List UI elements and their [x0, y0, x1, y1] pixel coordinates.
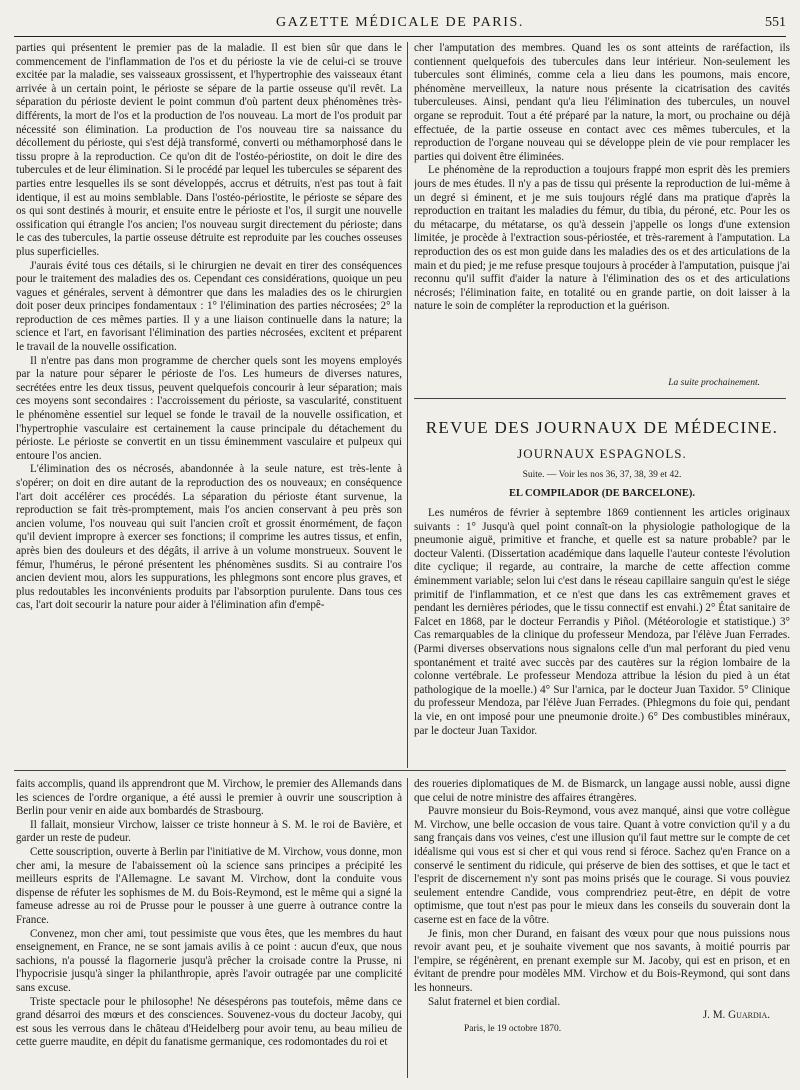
paragraph: Il n'entre pas dans mon programme de chercher quels sont les moyens employés par la nature pour séparer le périoste de l'os. Les humeurs de diverses natures, secrétées entre les deux tissus, peuvent quelquefois concourir à leur séparation; mais ces moyens sont secondaires : l'accroissement du périoste, sa vascularité, constituent le phénomène essentiel sur lequel se fonde le travail de la nouvelle ossification, et l'hypertrophie vasculaire est certainement la cause principale du détachement du périoste. Le périoste se convertit en un tissu éminemment vasculaire et pulpeux qui entoure l'os ancien.	[16, 354, 402, 462]
page-number: 551	[765, 15, 786, 30]
paragraph: Je finis, mon cher Durand, en faisant des vœux pour que nous puissions nous revoir avant peu, et je souhaite vivement que nos savants, à moitié pourris par l'empire, se régénèrent, en prenant exemple sur M. Jacoby, qui est en prison, et en évitant de prendre pour modèles MM. Virchow et du Bois-Reymond, qui sont dans les honneurs.	[414, 927, 790, 994]
paragraph: L'élimination des os nécrosés, abandonnée à la seule nature, est très-lente à s'opérer; on doit en dire autant de la reproduction des os nouveaux; en conséquence l'art doit accélérer ces procédés. La séparation du périoste étant survenue, la reproduction se fait très-promptement, mais l'os ancien conservant à peu près son ancien volume, l'os nouveau qui suit l'ancien croît et grossit énormément, de façon qu'il devient impropre à exercer ses fonctions; il comprime les autres tissus, et enfin, après bien des douleurs et des dégâts, il arrive à un volume monstrueux. Souvent le fémur, l'humérus, le péroné présentent les phénomènes susdits. Si au contraire l'os ancien devient mou, alors les suppurations, les phlegmons sont encore plus graves, et plus redoutables les inconvénients produits par l'absorption purulente. Dans tous ces cas, l'art doit secourir la nature pour aider à l'élimination afin d'empê-	[16, 463, 402, 612]
page-divider	[14, 770, 786, 771]
article-column-top-right	[414, 42, 790, 388]
paragraph: des roueries diplomatiques de M. de Bismarck, un langage aussi noble, aussi digne que celui de notre ministre des affaires étrangères.	[414, 778, 790, 804]
paragraph: Triste spectacle pour le philosophe! Ne désespérons pas toutefois, même dans ce grand désarroi des mœurs et des consciences. Souvenez-vous du docteur Jacoby, qui est sous les verrous dans le château d'Heidelberg pour avoir tenu, au beau milieu de cette guerre maudite, en dépit du fanatisme germanique, ces rodomontades du roi et	[16, 995, 402, 1049]
paragraph: Salut fraternel et bien cordial.	[428, 995, 561, 1008]
page-header	[14, 10, 786, 37]
article-column-top-left	[16, 42, 402, 754]
column-divider-bottom	[407, 778, 408, 1078]
article-column-bottom-left	[16, 778, 402, 1078]
section-title: REVUE DES JOURNAUX DE MÉDECINE.	[425, 418, 779, 437]
paragraph: cher l'amputation des membres. Quand les os sont atteints de raréfaction, ils contiennent quelquefois des tubercules dans leur intérieur. Non-seulement les tubercules sont éliminés, comme cela a lieu dans les poumons, mais encore, phénomène merveilleux, la nature nous présente la cicatrisation des cavités tuberculeuses. Ainsi, pendant qu'a lieu l'élimination des tubercules, un nouvel organe se reproduit. Tout a été préparé par la nature, la mort, ou prochaine ou déjà effectuée, de la partie osseuse en contact avec ces mêmes tubercules, et la reproduction de l'organe nouveau qui se développe plein de vie pour remplacer les parties qui doivent être éliminées.	[414, 42, 790, 163]
column-divider-top	[407, 42, 408, 768]
journal-heading: EL COMPILADOR (DE BARCELONE).	[508, 488, 696, 499]
paragraph: faits accomplis, quand ils apprendront que M. Virchow, le premier des Allemands dans les sciences de l'ordre organique, a été aussi le premier à ouvrir une souscription à Berlin pour venir en aide aux bombardés de Strasbourg.	[16, 778, 402, 818]
paragraph: parties qui présentent le premier pas de la maladie. Il est bien sûr que dans le commencement de l'inflammation de l'os et du périoste la vie de celui-ci se trouve excitée par la maladie, ses vaisseaux grossissent, et l'hypertrophie des vaisseaux étant arrivée à un certain point, le périoste se sépare de la partie osseuse qu'il revêt. La séparation du périoste devient le point commun d'où partent deux phénomènes très-différents, la mort de l'os et la production de l'os nouveau. La mort de l'os produit par nécessité son élimination. La production de l'os nouveau tire sa naissance du décollement du périoste, qui s'est déjà transformé, converti ou méthamorphosé dans le tissu propre à la reproduction. Ce qu'on dit de l'ostéo-périostite, on doit le dire des tubercules et de leur élimination. Si le procédé par lequel les tubercules se séparent des parties entre lesquelles ils se sont développés, accrus et détruits, n'est pas tout à fait identique, il est au moins semblable. Dans l'ostéo-périostite, le périoste se sépare des os qui sont destinés à mourir, et ensuite entre le périoste et l'os, il surgit une nouvelle ossification qui étrangle l'os ancien; l'os nouveau surgit directement du périoste; dans le cas des tubercules, la partie osseuse détruite est reproduite par les couches osseuses plus superficielles.	[16, 42, 402, 258]
signature: J. M. Guardia.	[702, 1009, 770, 1022]
paragraph: Il fallait, monsieur Virchow, laisser ce triste honneur à S. M. le roi de Bavière, et garder un reste de pudeur.	[16, 818, 402, 845]
revue-body	[414, 507, 790, 738]
paragraph: Le phénomène de la reproduction a toujours frappé mon esprit dès les premiers jours de mes études. Il n'y a pas de tissu qui présente la reproduction de lui-même à un degré si éminent, et je me suis toujours réglé dans ma pratique d'après la reproduction en traitant les maladies du fémur, du tibia, du péroné, etc. Pour les os du métacarpe, du métatarse, os qu'à dessein j'appelle os longs d'une extension limitée, je procède à l'extraction sous-périostée, et très-rarement à l'amputation. La reproduction des os est mon guide dans les maladies des os et des articulations de la main et du pied; je me refuse presque toujours à procéder à l'amputation, puisque j'ai reconnu qu'il suffit d'aider la nature à l'élimination des os et des articulations nécrosés; l'élimination faite, en totalité ou en grande partie, on doit laisser à la nature le soin de compléter la reproduction et la guérison.	[414, 164, 790, 313]
paragraph: Les numéros de février à septembre 1869 contiennent les articles originaux suivants : 1° Jusqu'à quel point connaît-on la physiologie pathologique de la pneumonie aiguë, primitive et franche, et quelle est sa nature probable? par le docteur Valenti. (Dissertation académique dans laquelle l'auteur conteste l'évolution dite cyclique; il regarde, au contraire, la marche de cette affection comme éminemment variable; selon lui c'est dans le réseau capillaire sanguin qu'est le siége primitif de l'inflammation, et ce n'est que dans les cas extrêmement graves et pendant les dernières périodes, que le tissu connectif est envahi.) 2° État sanitaire de Falcet en 1868, par le docteur Ferrandis y Piñol. (Météorologie et statistique.) 3° Cas remarquables de la clinique du professeur Mendoza, par l'élève Juan Ferrades. (Parmi diverses observations nous signalons celle d'un mal perforant du pied venu spontanément et traité avec succès par des cautères sur la région lombaire de la colonne vertébrale. Le professeur Mendoza attribue la lésion du pied à un état pathologique de la moelle.) 4° Sur l'arnica, par le docteur Juan Taxidor. 5° Clinique du professeur Mendoza, par l'élève Juan Ferrades. (Phlegmons du foie qui, pendant la vie, en ont imposé pour une pneumonie droite.) 6° Des combustibles minéraux, par le docteur Juan Taxidor.	[414, 507, 790, 737]
paragraph: Cette souscription, ouverte à Berlin par l'initiative de M. Virchow, vous donne, mon cher ami, la mesure de l'abaissement où la science sans principes a précipité les meilleurs esprits de l'Allemagne. Le savant M. Virchow, dont la conduite vous dispense de réfuter les sophismes de M. du Bois-Reymond, est le même qui a signé la fameuse adresse au roi de Prusse pour le pousser à une guerre à outrance contre la France.	[16, 845, 402, 926]
paragraph: J'aurais évité tous ces détails, si le chirurgien ne devait en tirer des conséquences pour le traitement des maladies des os. Cependant ces considérations, quoique un peu vagues et générales, servent à démontrer que dans les maladies des os le chirurgien doit poser deux principes fondamentaux : 1° l'élimination des parties nécrosées; 2° la reproduction de ces mêmes parties. Il y a une liaison continuelle dans la nature; la science et l'art, en favorisant l'élimination des parties nécrosées, excitent et préparent le travail de la nouvelle ossification.	[16, 259, 402, 354]
revue-section	[414, 408, 790, 768]
paragraph: Convenez, mon cher ami, tout pessimiste que vous êtes, que les membres du haut enseignement, en France, ne se sont jamais avilis à ce point : aucun d'eux, que nous sachions, n'a poussé la flagornerie jusqu'à prêcher la croisade contre la Prusse, ni l'hypocrisie jusqu'à singer la philanthropie, après l'avoir outragée par une complicité sans excuse.	[16, 927, 402, 994]
journal-title: GAZETTE MÉDICALE DE PARIS.	[276, 15, 524, 30]
section-divider	[414, 398, 786, 399]
paragraph: Pauvre monsieur du Bois-Reymond, vous avez manqué, ainsi que votre collègue M. Virchow, une belle occasion de vous taire. Quant à votre conviction qu'il y a du sang français dans vos veines, c'est une illusion qu'il faut mettre sur le compte de cet idéalisme qui vous est si cher et qui vous rend si féroce. Sachez qu'en France on a conservé le sentiment du ridicule, qui préserve de bien des sottises, et que le tact et l'esprit de discernement n'y sont pas moins prisés que le courage. Si vous pouviez seulement entendre Candide, vous comprendriez peut-être, en dépit de votre optimisme, que tout n'est pas pour le mieux dans les conseils du souverain dont la caserne est en face de la vôtre.	[414, 805, 790, 926]
series-reference: Suite. — Voir les nos 36, 37, 38, 39 et 42.	[522, 470, 682, 480]
continued-note: La suite prochainement.	[668, 378, 760, 388]
dateline: Paris, le 19 octobre 1870.	[464, 1023, 562, 1034]
article-column-bottom-right	[414, 778, 790, 1078]
section-subtitle: JOURNAUX ESPAGNOLS.	[517, 446, 687, 461]
